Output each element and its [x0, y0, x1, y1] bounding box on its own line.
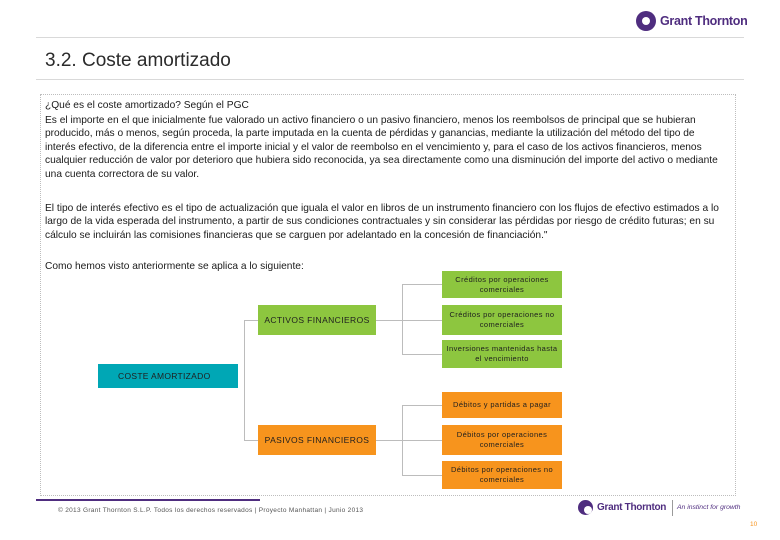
connector-assets-item2: [402, 320, 442, 321]
footer-accent-rule: [36, 499, 260, 501]
assets-item-2: Créditos por operaciones no comerciales: [442, 305, 562, 335]
connector-assets-vertical: [402, 284, 403, 354]
connector-assets-out: [376, 320, 402, 321]
connector-liabilities-item3: [402, 475, 442, 476]
connector-liabilities-item1: [402, 405, 442, 406]
intro-text: Como hemos visto anteriormente se aplica a lo siguiente:: [45, 261, 304, 272]
effective-interest-paragraph: El tipo de interés efectivo es el tipo de actualización que iguala el valor en libros de un instrumento financiero con los flujos de efectivo estimados a lo largo de la vida esperada del instrumento, a partir de sus condiciones contractuales y sin considerar las pérdidas por riesgo de crédito futuras; en su cálculo se incluirán las comisiones financieras que se carguen por adelantado en la concesión de financiación.": [45, 203, 719, 241]
liabilities-item-3: Débitos por operaciones no comerciales: [442, 461, 562, 489]
assets-item-1: Créditos por operaciones comerciales: [442, 271, 562, 298]
connector-root-liabilities: [244, 440, 258, 441]
connector-root-assets: [244, 320, 258, 321]
connector-liabilities-out: [376, 440, 402, 441]
connector-root-vertical: [244, 320, 245, 440]
assets-item-3: Inversiones mantenidas hasta el vencimiento: [442, 340, 562, 368]
footer-logo: [578, 500, 666, 515]
header-logo-text: Grant Thornton: [660, 14, 748, 28]
page-number: 10: [750, 521, 758, 528]
liabilities-item-2: Débitos por operaciones comerciales: [442, 425, 562, 455]
connector-assets-item1: [402, 284, 442, 285]
connector-assets-item3: [402, 354, 442, 355]
footer-logo-text: Grant Thornton: [597, 502, 667, 513]
footer-copyright: © 2013 Grant Thornton S.L.P. Todos los derechos reservados | Proyecto Manhattan | Junio 2013: [58, 507, 364, 514]
definition-paragraph: Es el importe en el que inicialmente fue valorado un activo financiero o un pasivo financiero, menos los reembolsos de principal que se hubieran producido, más o menos, según proceda, la parte imputada en la cuenta de pérdidas y ganancias, mediante la utilización del método del tipo de interés efectivo, de la diferencia entre el importe inicial y el valor de reembolso en el vencimiento y, para el caso de los activos financieros, menos cualquier reducción de valor por deterioro que hubiera sido reconocida, ya sea directamente como una disminución del importe del activo o mediante una cuenta correctora de su valor.: [45, 115, 718, 180]
connector-liabilities-item2: [402, 440, 442, 441]
footer-divider: [672, 500, 673, 516]
page-title: 3.2. Coste amortizado: [45, 50, 231, 71]
root-box: COSTE AMORTIZADO: [98, 364, 238, 388]
header-logo: [636, 11, 747, 31]
assets-box: ACTIVOS FINANCIEROS: [258, 305, 376, 335]
footer-grant-thornton-logo-icon: [578, 500, 593, 515]
footer-tagline: An instinct for growth: [677, 504, 741, 511]
liabilities-item-1: Débitos y partidas a pagar: [442, 392, 562, 418]
header-rule-bottom: [36, 79, 744, 80]
liabilities-box: PASIVOS FINANCIEROS: [258, 425, 376, 455]
grant-thornton-logo-icon: [636, 11, 656, 31]
question-text: ¿Qué es el coste amortizado? Según el PGC: [45, 100, 249, 111]
header-rule-top: [36, 37, 744, 38]
